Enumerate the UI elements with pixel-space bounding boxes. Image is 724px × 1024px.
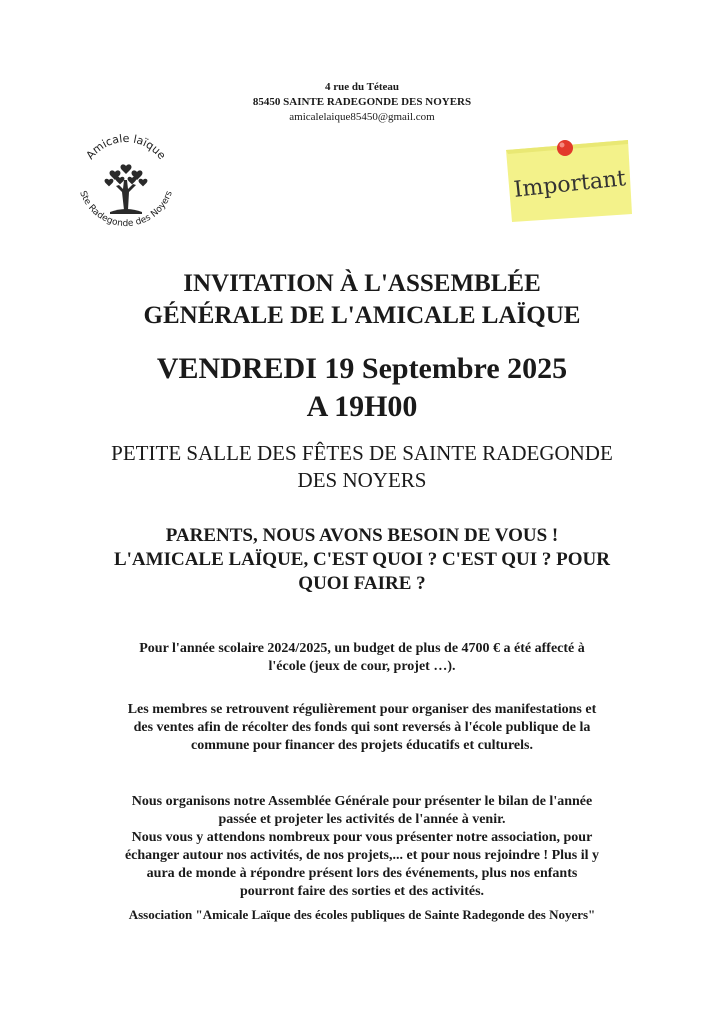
budget-line-1: Pour l'année scolaire 2024/2025, un budget de plus de 4700 € a été affecté à (139, 641, 585, 656)
contact-email: amicalelaique85450@gmail.com (289, 111, 435, 123)
members-line-1: Les membres se retrouvent régulièrement pour organiser des manifestations et (127, 702, 597, 717)
parents-line-1: PARENTS, NOUS AVONS BESOIN DE VOUS ! (165, 525, 559, 546)
address-street: 4 rue du Téteau (324, 81, 400, 93)
place-line-2: DES NOYERS (297, 468, 427, 492)
address-city: 85450 SAINTE RADEGONDE DES NOYERS (252, 96, 472, 108)
members-paragraph (60, 701, 664, 755)
event-date (0, 350, 724, 426)
assembly-line-4: échanger autour nos activités, de nos projets,... et pour nous rejoindre ! Plus il y (124, 848, 600, 863)
parents-line-2: L'AMICALE LAÏQUE, C'EST QUOI ? C'EST QUI ? POUR (113, 549, 611, 570)
svg-text:Amicale laïque (84, 132, 169, 162)
tree-of-hearts-icon (70, 128, 182, 240)
date-line-2: A 19H00 (306, 390, 418, 423)
association-signature: Association "Amicale Laïque des écoles publiques de Sainte Radegonde des Noyers" (128, 907, 596, 922)
assembly-line-3: Nous vous y attendons nombreux pour vous présenter notre association, pour (131, 830, 593, 845)
logo-bottom-text: Ste Radegonde des Noyers (77, 189, 175, 230)
parents-callout (60, 524, 664, 596)
sticky-note-pin-icon (500, 136, 635, 224)
budget-line-2: l'école (jeux de cour, projet …). (268, 659, 456, 674)
members-line-2: des ventes afin de récolter des fonds qui sont reversés à l'école publique de la (133, 720, 591, 735)
date-line-1: VENDREDI 19 Septembre 2025 (156, 352, 568, 385)
address-header (0, 80, 724, 125)
assembly-line-6: pourront faire des sorties et des activités. (239, 884, 485, 899)
assembly-line-5: aura de monde à répondre présent lors des événements, plus nos enfants (146, 866, 578, 881)
event-place (60, 440, 664, 494)
assembly-line-2: passée et projeter les activités de l'année à venir. (218, 812, 506, 827)
assembly-line-1: Nous organisons notre Assemblée Générale pour présenter le bilan de l'année (131, 794, 593, 809)
members-line-3: commune pour financer des projets éducatifs et culturels. (191, 738, 533, 753)
title-line-1: INVITATION À L'ASSEMBLÉE (183, 270, 541, 297)
invitation-title (0, 268, 724, 332)
assembly-paragraph (60, 793, 664, 901)
logo-top-text: Amicale laïque (83, 131, 169, 162)
parents-line-3: QUOI FAIRE ? (298, 573, 426, 594)
title-line-2: GÉNÉRALE DE L'AMICALE LAÏQUE (143, 302, 581, 329)
important-label: Important (512, 166, 628, 203)
place-line-1: PETITE SALLE DES FÊTES DE SAINTE RADEGONDE (111, 441, 613, 465)
budget-paragraph (60, 640, 664, 676)
